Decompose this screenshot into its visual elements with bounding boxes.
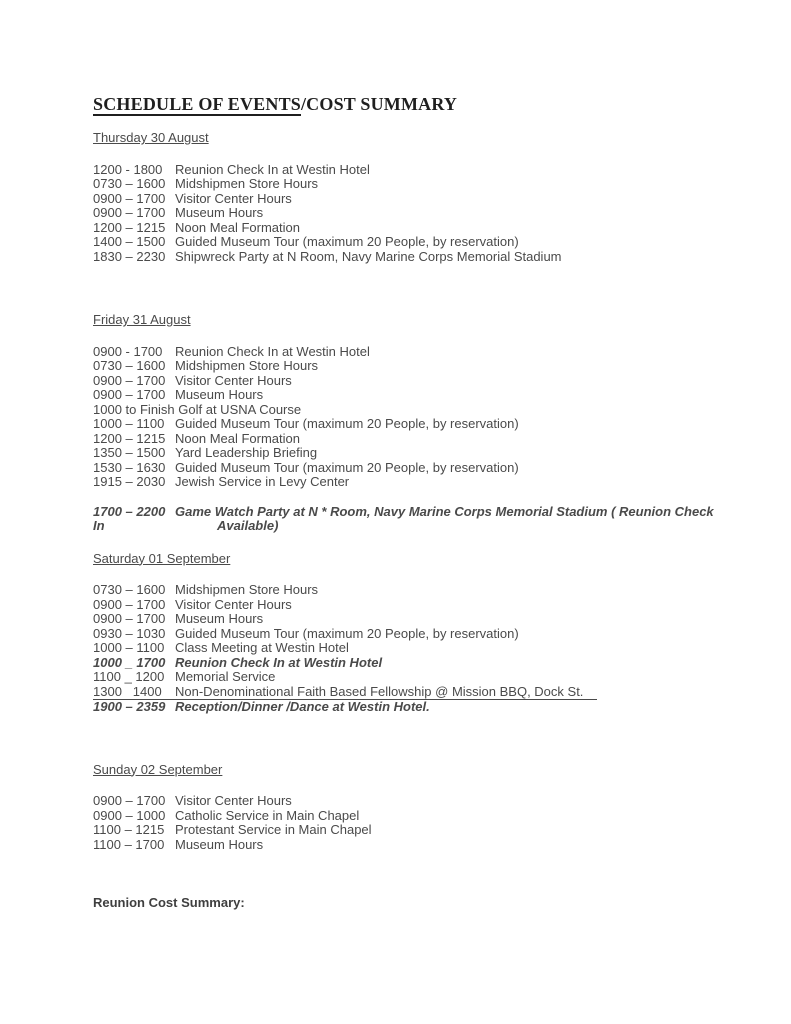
schedule-row: [93, 221, 748, 236]
schedule-row: [93, 345, 748, 360]
row-desc: Reunion Check In at Westin Hotel: [175, 343, 370, 359]
row-time: 1900 – 2359: [93, 699, 166, 714]
row-desc: Shipwreck Party at N Room, Navy Marine Corps Memorial Stadium: [175, 248, 562, 264]
sections: [93, 131, 748, 852]
row-time: 0730 – 1600: [93, 582, 166, 597]
rows-group: [93, 163, 748, 265]
section-heading: Thursday 30 August: [93, 130, 209, 145]
schedule-row: [93, 235, 748, 250]
row-desc: Museum Hours: [175, 387, 264, 402]
schedule-row: [93, 598, 748, 613]
schedule-row: [93, 612, 748, 627]
schedule-row: [93, 583, 748, 598]
document-title: [93, 93, 748, 115]
row-desc: Museum Hours: [175, 836, 264, 852]
row-time: 0900 – 1700: [93, 190, 166, 206]
row-desc: Midshipmen Store Hours: [175, 358, 319, 373]
row-time: 0900 - 1700: [93, 343, 163, 359]
schedule-row: [93, 446, 748, 461]
row-desc: Guided Museum Tour (maximum 20 People, by reservation): [175, 234, 519, 249]
row-time: 0900 – 1700: [93, 387, 166, 402]
row-time: 1200 – 1215: [93, 430, 166, 446]
game-watch-line2-right: Available): [217, 518, 279, 533]
schedule-row: [93, 809, 748, 824]
row-desc: Protestant Service in Main Chapel: [175, 822, 372, 837]
rows-group: [93, 345, 748, 490]
row-desc: Class Meeting at Westin Hotel: [175, 640, 349, 655]
schedule-row: [93, 700, 748, 715]
row-time: 1400 – 1500: [93, 234, 166, 249]
section-heading: Sunday 02 September: [93, 761, 223, 777]
schedule-row: [93, 670, 748, 685]
row-time: 1530 – 1630: [93, 459, 166, 475]
schedule-row: [93, 461, 748, 476]
row-desc: Noon Meal Formation: [175, 430, 300, 446]
schedule-section: [93, 552, 748, 715]
row-time: 1000 – 1100: [93, 416, 165, 431]
row-time: 1300 1400: [93, 683, 162, 699]
row-time: 0930 – 1030: [93, 625, 166, 641]
cost-summary-heading: Reunion Cost Summary:: [93, 895, 245, 910]
row-time: 1915 – 2030: [93, 474, 166, 489]
row-desc: Reception/Dinner /Dance at Westin Hotel.: [175, 699, 430, 714]
schedule-row: [93, 359, 748, 374]
schedule-section: [93, 313, 748, 534]
schedule-row: [93, 250, 748, 265]
schedule-row: [93, 823, 748, 838]
row-time: 0900 – 1700: [93, 793, 166, 808]
document-content: [93, 93, 748, 910]
row-desc: Midshipmen Store Hours: [175, 176, 319, 191]
game-watch-line1: [93, 505, 748, 520]
schedule-row: [93, 794, 748, 809]
title-rest-part: /COST SUMMARY: [300, 94, 458, 114]
section-heading: Friday 31 August: [93, 312, 191, 327]
game-watch-paragraph: [93, 505, 748, 534]
schedule-row: [93, 685, 597, 701]
game-watch-line2: [93, 519, 748, 534]
schedule-row: [93, 177, 748, 192]
row-desc: Game Watch Party at N * Room, Navy Marine Corps Memorial Stadium ( Reunion Check: [175, 503, 714, 519]
rows-group: [93, 583, 748, 715]
row-desc: Guided Museum Tour (maximum 20 People, by reservation): [175, 416, 519, 431]
schedule-section: [93, 763, 748, 853]
row-time: 1830 – 2230: [93, 248, 166, 264]
row-time: 1200 - 1800: [93, 161, 163, 177]
row-desc: Guided Museum Tour (maximum 20 People, by reservation): [175, 625, 519, 641]
row-time: 1100 – 1700: [93, 836, 165, 852]
row-time: 1000 – 1100: [93, 640, 165, 655]
schedule-row: [93, 838, 748, 853]
schedule-row: [93, 163, 748, 178]
row-desc: Visitor Center Hours: [175, 372, 292, 388]
row-desc: Guided Museum Tour (maximum 20 People, by reservation): [175, 459, 519, 475]
row-time: 0900 – 1700: [93, 611, 166, 626]
row-time: 1700 – 2200: [93, 503, 166, 519]
schedule-section: [93, 131, 748, 264]
row-desc: Midshipmen Store Hours: [175, 582, 319, 597]
row-desc: Catholic Service in Main Chapel: [175, 807, 360, 823]
row-desc: Non-Denominational Faith Based Fellowship @ Mission BBQ, Dock St.: [175, 683, 584, 699]
row-desc: Museum Hours: [175, 611, 264, 626]
schedule-row: [93, 388, 748, 403]
row-time: 1100 _ 1200: [93, 669, 165, 684]
row-time: 0730 – 1600: [93, 176, 166, 191]
section-heading: Saturday 01 September: [93, 550, 231, 566]
schedule-row: [93, 656, 748, 671]
schedule-row: [93, 403, 748, 418]
schedule-row: [93, 374, 748, 389]
schedule-row: [93, 417, 748, 432]
row-desc: Museum Hours: [175, 205, 264, 220]
schedule-row: [93, 627, 748, 642]
row-time: 1100 – 1215: [93, 822, 165, 837]
row-desc: Yard Leadership Briefing: [175, 445, 318, 460]
row-desc: Reunion Check In at Westin Hotel: [175, 161, 370, 177]
schedule-row: [93, 641, 748, 656]
row-desc: Reunion Check In at Westin Hotel: [175, 654, 383, 670]
row-time: 0900 – 1700: [93, 596, 166, 612]
row-desc: Visitor Center Hours: [175, 190, 292, 206]
row-desc: Memorial Service: [175, 669, 276, 684]
row-desc: Noon Meal Formation: [175, 219, 300, 235]
row-time: 0900 – 1700: [93, 372, 166, 388]
title-underlined-part: SCHEDULE OF EVENTS: [93, 94, 301, 114]
schedule-row: [93, 432, 748, 447]
rows-group: [93, 794, 748, 852]
row-time: 0730 – 1600: [93, 358, 166, 373]
schedule-row: [93, 475, 748, 490]
row-desc: Jewish Service in Levy Center: [175, 474, 350, 489]
schedule-row: [93, 206, 748, 221]
row-time: 0900 – 1000: [93, 807, 166, 823]
schedule-row: [93, 192, 748, 207]
row-time: 0900 – 1700: [93, 205, 166, 220]
row-time: 1000 _ 1700: [93, 654, 166, 670]
row-text: 1000 to Finish Golf at USNA Course: [93, 401, 302, 417]
row-desc: Visitor Center Hours: [175, 793, 292, 808]
row-desc: Visitor Center Hours: [175, 596, 292, 612]
row-time: 1200 – 1215: [93, 219, 166, 235]
row-time: 1350 – 1500: [93, 445, 166, 460]
game-watch-line2-left: In: [93, 518, 105, 533]
